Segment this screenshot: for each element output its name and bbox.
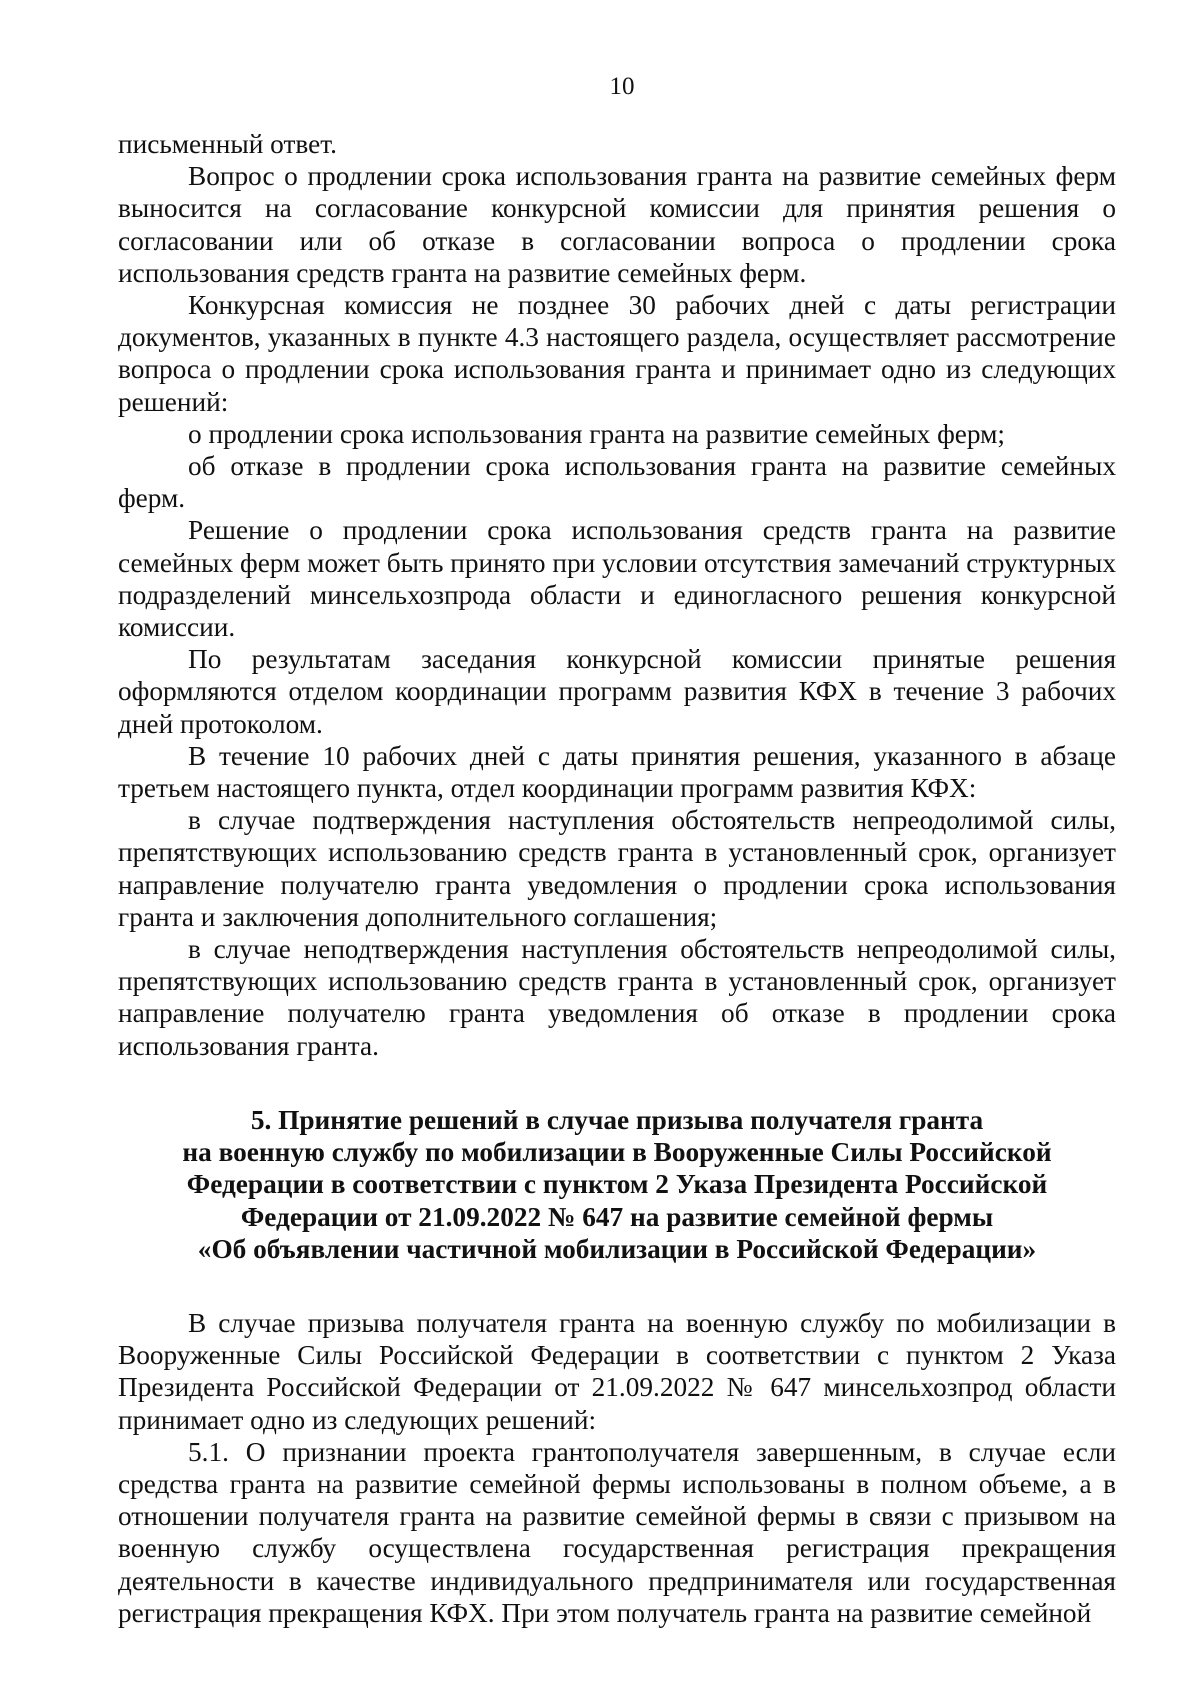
paragraph: По результатам заседания конкурсной комиссии принятые решения оформляются отделом координации программ развития КФХ в течение 3 рабочих дней протоколом. [118,644,1116,739]
document-page [118,72,1116,1629]
paragraph: об отказе в продлении срока использования гранта на развитие семейных ферм. [118,451,1116,514]
section-heading [118,1104,1116,1265]
paragraph: в случае неподтверждения наступления обстоятельств непреодолимой силы, препятствующих использованию средств гранта в установленный срок, организует направление получателю гранта уведомления об отказе в продлении срока использования гранта. [118,934,1116,1061]
paragraph: Конкурсная комиссия не позднее 30 рабочих дней с даты регистрации документов, указанных в пункте 4.3 настоящего раздела, осуществляет рассмотрение вопроса о продлении срока использования гранта и принимает одно из следующих решений: [118,290,1116,417]
paragraph: о продлении срока использования гранта на развитие семейных ферм; [188,418,1005,449]
section-heading-line: на военную службу по мобилизации в Вооруженные Силы Российской [182,1137,1052,1168]
page-number: 10 [609,73,635,100]
body-text-top [118,128,1116,1062]
paragraph: в случае подтверждения наступления обстоятельств непреодолимой силы, препятствующих использованию средств гранта в установленный срок, организует направление получателю гранта уведомления о продлении срока использования гранта и заключения дополнительного соглашения; [118,805,1116,932]
section-heading-line: Федерации от 21.09.2022 № 647 на развитие семейной фермы [240,1201,994,1232]
body-text-bottom [118,1307,1116,1629]
paragraph: В случае призыва получателя гранта на военную службу по мобилизации в Вооруженные Силы Российской Федерации в соответствии с пунктом 2 Указа Президента Российской Федерации от 21.09.2022 № 647 минсельхозпрод области принимает одно из следующих решений: [118,1307,1116,1435]
section-heading-line: «Об объявлении частичной мобилизации в Российской Федерации» [197,1233,1037,1264]
paragraph: 5.1. О признании проекта грантополучателя завершенным, в случае если средства гранта на развитие семейной фермы использованы в полном объеме, а в отношении получателя гранта на развитие семейной фермы в связи с призывом на военную службу осуществлена государственная регистрация прекращения деятельности в качестве индивидуального предпринимателя или государственная регистрация прекращения КФХ. При этом получатель гранта на развитие семейной [118,1436,1116,1628]
paragraph: Вопрос о продлении срока использования гранта на развитие семейных ферм выносится на согласование конкурсной комиссии для принятия решения о согласовании или об отказе в согласовании вопроса о продлении срока использования средств гранта на развитие семейных ферм. [118,161,1116,288]
paragraph: Решение о продлении срока использования средств гранта на развитие семейных ферм может быть принято при условии отсутствия замечаний структурных подразделений минсельхозпрода области и единогласного решения конкурсной комиссии. [118,515,1116,643]
section-heading-line: 5. Принятие решений в случае призыва получателя гранта [250,1104,984,1135]
paragraph: письменный ответ. [118,129,337,159]
section-heading-line: Федерации в соответствии с пунктом 2 Указа Президента Российской [186,1169,1048,1200]
paragraph: В течение 10 рабочих дней с даты принятия решения, указанного в абзаце третьем настоящего пункта, отдел координации программ развития КФХ: [118,740,1116,804]
